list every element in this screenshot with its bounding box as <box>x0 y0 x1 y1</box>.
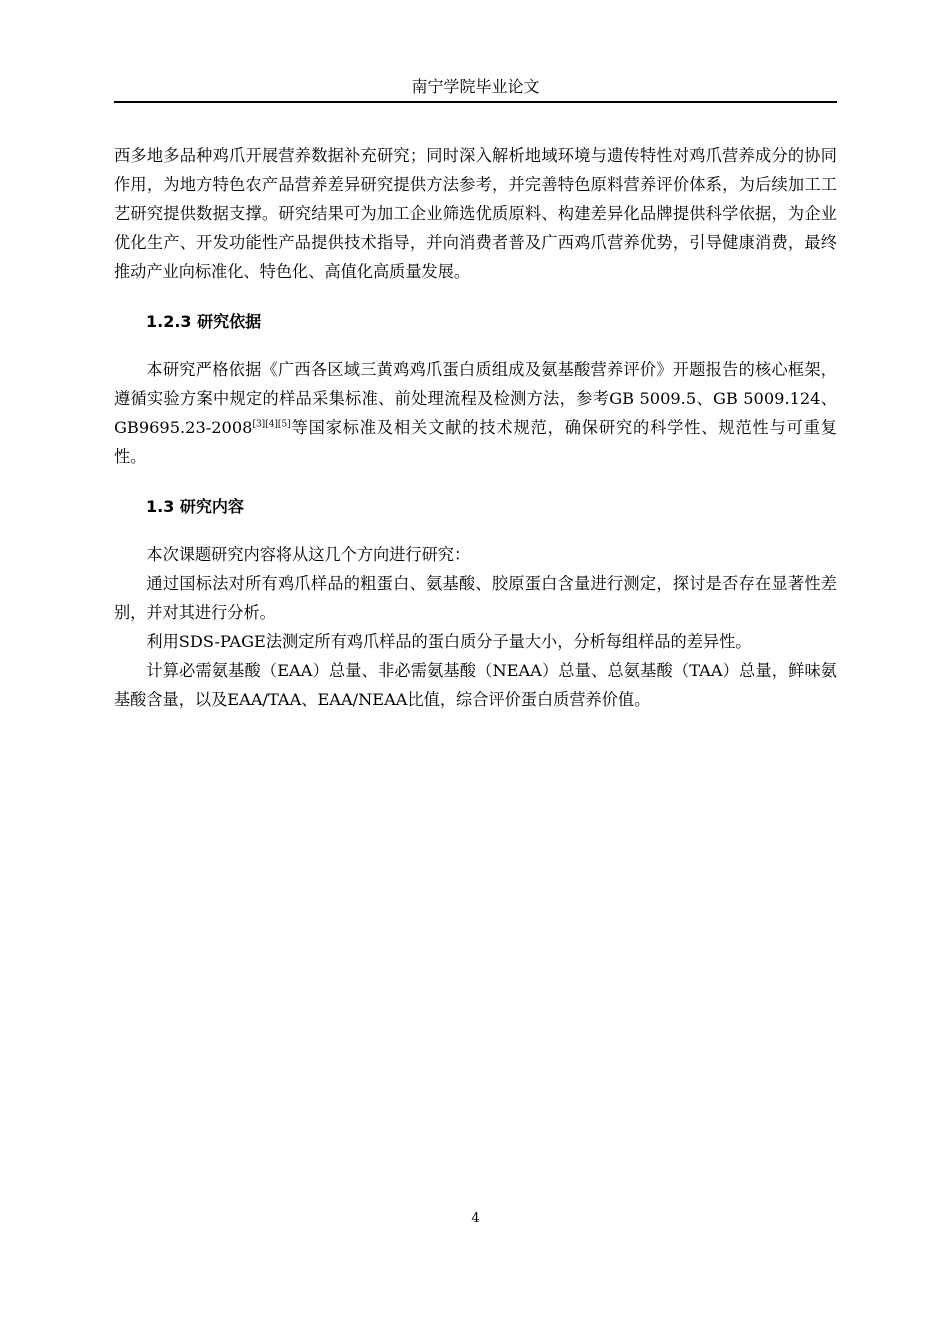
research-content-item: 计算必需氨基酸（EAA）总量、非必需氨基酸（NEAA）总量、总氨基酸（TAA）总量，鲜味氨基酸含量，以及EAA/TAA、EAA/NEAA比值，综合评价蛋白质营养价值。 <box>114 661 837 709</box>
header-divider <box>114 101 837 103</box>
research-content-intro: 本次课题研究内容将从这几个方向进行研究： <box>146 545 471 564</box>
citation-superscript: [3][4][5] <box>252 419 291 430</box>
paragraph-intro: 西多地多品种鸡爪开展营养数据补充研究；同时深入解析地域环境与遗传特性对鸡爪营养成分的协同作用，为地方特色农产品营养差异研究提供方法参考，并完善特色原料营养评价体系，为后续加工工艺研究提供数据支撑。研究结果可为加工企业筛选优质原料、构建差异化品牌提供科学依据，为企业优化生产、开发功能性产品提供技术指导，并向消费者普及广西鸡爪营养优势，引导健康消费，最终推动产业向标准化、特色化、高值化高质量发展。 <box>114 146 837 281</box>
section-heading-1-3: 1.3 研究内容 <box>146 497 244 516</box>
document-body <box>114 141 837 714</box>
research-basis-text: 本研究严格依据《广西各区域三黄鸡鸡爪蛋白质组成及氨基酸营养评价》开题报告的核心框架，遵循实验方案中规定的样品采集标准、前处理流程及检测方法，参考GB 5009.5、GB 5009.124、GB9695.23-2008 <box>114 360 837 437</box>
research-content-item: 通过国标法对所有鸡爪样品的粗蛋白、氨基酸、胶原蛋白含量进行测定，探讨是否存在显著性差别，并对其进行分析。 <box>114 574 837 622</box>
research-content-item: 利用SDS-PAGE法测定所有鸡爪样品的蛋白质分子量大小，分析每组样品的差异性。 <box>146 632 752 651</box>
page-header-title: 南宁学院毕业论文 <box>411 77 540 96</box>
page-number: 4 <box>471 1211 480 1226</box>
spacer <box>114 336 837 355</box>
research-basis-text-continued: 等国家标准及相关文献的技术规范，确保研究的科学性、规范性与可重复性。 <box>114 418 837 466</box>
spacer <box>114 286 837 307</box>
paragraph-research-basis <box>114 355 837 471</box>
spacer <box>114 471 837 492</box>
spacer <box>114 521 837 540</box>
section-heading-1-2-3: 1.2.3 研究依据 <box>146 312 262 331</box>
